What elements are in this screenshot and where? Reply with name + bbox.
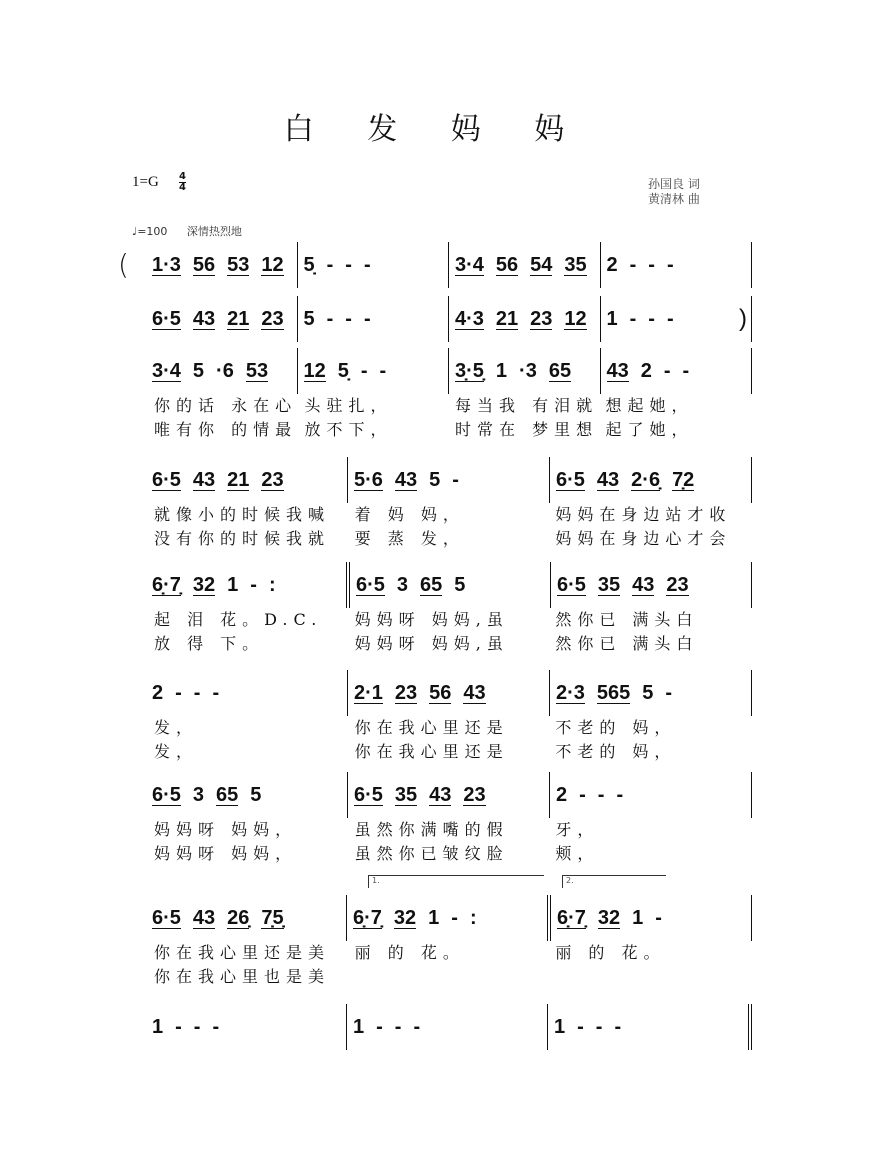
measure bbox=[298, 242, 450, 288]
note-group: 2 bbox=[640, 359, 652, 382]
lyric-segment: 发， bbox=[154, 742, 199, 761]
note-group: 6·5 bbox=[152, 783, 181, 806]
extension-dash: - bbox=[665, 681, 673, 704]
music-system bbox=[150, 1004, 752, 1050]
lyric-segment: 唯有你 的情最 bbox=[154, 420, 298, 439]
note-group: 23 bbox=[261, 307, 284, 330]
measure bbox=[548, 1004, 752, 1050]
lyric-segment: 没有你的时候我就 bbox=[154, 529, 331, 548]
composer-credit: 黄清林 曲 bbox=[648, 192, 700, 206]
note-group: : bbox=[469, 906, 477, 929]
note-group: 5 bbox=[429, 468, 441, 491]
lyric-segment: 妈妈呀 妈妈， bbox=[154, 844, 298, 863]
music-system bbox=[150, 296, 752, 342]
measure bbox=[150, 562, 350, 608]
measure bbox=[150, 457, 348, 503]
note-group: 6·5 bbox=[152, 468, 181, 491]
lyric-segment: 妈妈呀 妈妈,虽 bbox=[354, 610, 509, 629]
measure bbox=[348, 457, 550, 503]
lyric-segment: 牙， bbox=[555, 820, 600, 839]
extension-dash: - bbox=[452, 468, 459, 491]
volta-bracket-2: 2. bbox=[562, 875, 666, 888]
measure bbox=[347, 895, 551, 941]
note-group: 1 bbox=[554, 1015, 566, 1038]
note-group: 1 bbox=[227, 573, 239, 596]
repeat-open-parenthesis: ( bbox=[118, 248, 129, 281]
extension-dash: - bbox=[363, 253, 371, 276]
note-group: 5·6 bbox=[354, 468, 383, 491]
measure bbox=[601, 242, 753, 288]
lyric-segment: 想起她， bbox=[605, 396, 694, 415]
note-group: 2 bbox=[152, 681, 164, 704]
measure bbox=[550, 772, 752, 818]
extension-dash: - bbox=[326, 253, 334, 276]
note-group: 43 bbox=[463, 681, 486, 704]
note-group: 43 bbox=[632, 573, 655, 596]
note-group: 32 bbox=[393, 906, 417, 929]
note-group: 2 bbox=[556, 783, 568, 806]
extension-dash: - bbox=[655, 906, 662, 929]
note-group: 35 bbox=[564, 253, 587, 276]
lyric-segment: 放不下， bbox=[304, 420, 393, 439]
measure bbox=[348, 670, 550, 716]
measure bbox=[150, 242, 298, 288]
lyrics-verse-2 bbox=[150, 527, 752, 551]
lyric-segment: 丽 的 花。 bbox=[555, 943, 666, 962]
note-group: 3·4 bbox=[455, 253, 484, 276]
note-group: 1 bbox=[632, 906, 644, 929]
lyric-segment bbox=[551, 965, 752, 989]
note-group: 35 bbox=[394, 783, 418, 806]
time-signature bbox=[179, 172, 186, 193]
measure bbox=[449, 242, 601, 288]
lyrics-verse-1 bbox=[150, 941, 752, 965]
notation-row bbox=[150, 670, 752, 716]
music-system bbox=[150, 772, 752, 866]
repeat-close-parenthesis: ) bbox=[739, 305, 747, 332]
note-group: 12 bbox=[564, 307, 587, 330]
extension-dash: - bbox=[250, 573, 257, 596]
note-group: 1 bbox=[152, 1015, 164, 1038]
note-group: 23 bbox=[463, 783, 486, 806]
song-title: 白 发 妈 妈 bbox=[283, 112, 587, 147]
note-group: 65 bbox=[420, 573, 443, 596]
extension-dash: - bbox=[597, 783, 605, 806]
measure bbox=[347, 1004, 548, 1050]
note-group: 6̣·7̣ bbox=[353, 906, 382, 929]
measure bbox=[150, 772, 348, 818]
lyric-segment: 要 蒸 发， bbox=[354, 529, 465, 548]
music-system bbox=[150, 242, 752, 288]
note-group: 23 bbox=[394, 681, 418, 704]
note-group: 32 bbox=[192, 573, 216, 596]
extension-dash: - bbox=[579, 783, 586, 806]
measure bbox=[601, 348, 753, 394]
note-group: 5 bbox=[303, 307, 315, 330]
lyric-segment: 起 泪 花。D.C. bbox=[154, 610, 323, 629]
lyrics-verse-1 bbox=[150, 818, 752, 842]
measure bbox=[150, 296, 298, 342]
extension-dash: - bbox=[451, 906, 458, 929]
note-group: ·6 bbox=[216, 359, 234, 382]
note-group: 1 bbox=[606, 307, 618, 330]
lyric-segment: 妈妈呀 妈妈， bbox=[154, 820, 298, 839]
extension-dash: - bbox=[413, 1015, 421, 1038]
note-group: 43 bbox=[394, 468, 418, 491]
note-group: 56 bbox=[429, 681, 452, 704]
note-group: 5 bbox=[642, 681, 654, 704]
note-group: 2·6̣ bbox=[631, 468, 661, 491]
volta-bracket-1: 1. bbox=[368, 875, 544, 888]
lyric-segment: 时常在 梦里想 bbox=[455, 420, 599, 439]
note-group: 3̣·5̣ bbox=[455, 359, 484, 382]
extension-dash: - bbox=[666, 253, 674, 276]
lyric-segment bbox=[351, 965, 552, 989]
note-group: 1 bbox=[353, 1015, 365, 1038]
measure bbox=[150, 895, 347, 941]
note-group: ·3 bbox=[519, 359, 537, 382]
note-group: 6̣·7̣ bbox=[557, 906, 586, 929]
lyric-segment: 头驻扎， bbox=[304, 396, 393, 415]
extension-dash: - bbox=[175, 681, 182, 704]
note-group: 6·5 bbox=[356, 573, 385, 596]
lyrics-verse-2 bbox=[150, 965, 752, 989]
note-group: 3·4 bbox=[152, 359, 181, 382]
note-group: 43 bbox=[596, 468, 620, 491]
lyrics-verse-2 bbox=[150, 632, 752, 656]
note-group: 23 bbox=[261, 468, 284, 491]
extension-dash: - bbox=[212, 681, 220, 704]
lyric-segment: 妈妈在身边心才会 bbox=[555, 529, 732, 548]
extension-dash: - bbox=[629, 253, 637, 276]
music-system bbox=[150, 348, 752, 442]
note-group: 54 bbox=[530, 253, 553, 276]
extension-dash: - bbox=[193, 1015, 201, 1038]
note-group: 35 bbox=[597, 573, 621, 596]
measure bbox=[550, 670, 752, 716]
tempo bbox=[132, 223, 258, 239]
note-group: 2·1 bbox=[354, 681, 383, 704]
lyric-segment: 你的话 永在心 bbox=[154, 396, 298, 415]
lyric-segment: 然你已 满头白 bbox=[555, 610, 699, 629]
note-group: 5 bbox=[454, 573, 466, 596]
notation-row bbox=[150, 562, 752, 608]
lyric-segment: 妈妈呀 妈妈,虽 bbox=[354, 634, 509, 653]
note-group: 23 bbox=[530, 307, 553, 330]
notation-row bbox=[150, 457, 752, 503]
measure bbox=[150, 670, 348, 716]
lyric-segment: 放 得 下。 bbox=[154, 634, 265, 653]
lyric-segment: 每当我 有泪就 bbox=[455, 396, 599, 415]
time-signature-bottom: 4 bbox=[179, 182, 186, 193]
lyric-segment: 起了她， bbox=[605, 420, 694, 439]
note-group: 1 bbox=[495, 359, 508, 382]
key-signature: 1=G bbox=[132, 174, 159, 190]
lyrics-verse-1 bbox=[150, 716, 752, 740]
note-group: 2·3 bbox=[556, 681, 585, 704]
lyric-segment: 不老的 妈， bbox=[555, 718, 677, 737]
measure bbox=[601, 296, 753, 342]
lyrics-verse-2 bbox=[150, 418, 752, 442]
lyric-segment: 你在我心里还是 bbox=[354, 742, 509, 761]
note-group: 53 bbox=[245, 359, 269, 382]
note-group: 7̣2 bbox=[672, 468, 695, 491]
note-group: 12 bbox=[303, 359, 326, 382]
note-group: 6·5 bbox=[557, 573, 586, 596]
extension-dash: - bbox=[212, 1015, 220, 1038]
extension-dash: - bbox=[175, 1015, 182, 1038]
music-system bbox=[150, 457, 752, 551]
note-group: 5 bbox=[250, 783, 262, 806]
note-group: 7̣5̣ bbox=[261, 906, 284, 929]
lyrics-verse-1 bbox=[150, 503, 752, 527]
note-group: 23 bbox=[666, 573, 689, 596]
note-group: 53 bbox=[227, 253, 250, 276]
note-group: 6̣·7̣ bbox=[152, 573, 181, 596]
notation-row bbox=[150, 242, 752, 288]
lyrics-verse-2 bbox=[150, 842, 752, 866]
note-group: 2 bbox=[606, 253, 618, 276]
note-group: 56 bbox=[495, 253, 519, 276]
notation-row bbox=[150, 772, 752, 818]
note-group: 6·5 bbox=[354, 783, 383, 806]
lyricist-credit: 孙国良 词 bbox=[648, 177, 700, 191]
extension-dash: - bbox=[648, 253, 655, 276]
lyric-segment: 不老的 妈， bbox=[555, 742, 677, 761]
note-group: 65 bbox=[216, 783, 239, 806]
extension-dash: - bbox=[648, 307, 655, 330]
lyric-segment: 妈妈在身边站才收 bbox=[555, 505, 732, 524]
note-group: 12 bbox=[261, 253, 284, 276]
extension-dash: - bbox=[629, 307, 637, 330]
lyric-segment: 虽然你已皱纹脸 bbox=[354, 844, 509, 863]
note-group: 65 bbox=[548, 359, 572, 382]
extension-dash: - bbox=[616, 783, 624, 806]
lyric-segment: 你在我心里还是 bbox=[354, 718, 509, 737]
note-group: 3 bbox=[192, 783, 205, 806]
note-group: 5 bbox=[192, 359, 205, 382]
measure bbox=[449, 296, 601, 342]
expression-mark: 深情热烈地 bbox=[186, 225, 242, 238]
measure bbox=[551, 562, 752, 608]
measure bbox=[150, 348, 298, 394]
notation-row bbox=[150, 1004, 752, 1050]
measure bbox=[348, 772, 550, 818]
music-system bbox=[150, 562, 752, 656]
note-group: 21 bbox=[227, 307, 250, 330]
note-group: 565 bbox=[596, 681, 631, 704]
note-group: 26̣ bbox=[227, 906, 250, 929]
extension-dash: - bbox=[614, 1015, 622, 1038]
measure bbox=[150, 1004, 347, 1050]
note-group: 4·3 bbox=[455, 307, 484, 330]
music-system bbox=[150, 876, 752, 989]
lyrics-verse-2 bbox=[150, 740, 752, 764]
lyric-segment: 虽然你满嘴的假 bbox=[354, 820, 509, 839]
extension-dash: - bbox=[345, 253, 352, 276]
lyric-segment: 发， bbox=[154, 718, 199, 737]
tempo-mark: ♩=100 bbox=[132, 225, 168, 238]
extension-dash: - bbox=[360, 359, 368, 382]
note-group: 3 bbox=[396, 573, 409, 596]
note-group: 6·5 bbox=[152, 307, 181, 330]
note-group: 21 bbox=[227, 468, 250, 491]
note-group: 43 bbox=[192, 307, 216, 330]
note-group: 6·5 bbox=[152, 906, 181, 929]
lyric-segment: 就像小的时候我喊 bbox=[154, 505, 331, 524]
notation-row bbox=[150, 296, 752, 342]
note-group: 32 bbox=[597, 906, 621, 929]
lyrics-verse-1 bbox=[150, 608, 752, 632]
extension-dash: - bbox=[666, 307, 674, 330]
note-group: 5̣ bbox=[337, 359, 349, 382]
note-group: 43 bbox=[192, 468, 216, 491]
lyrics-verse-1 bbox=[150, 394, 752, 418]
note-group: 56 bbox=[192, 253, 216, 276]
notation-row bbox=[150, 895, 752, 941]
extension-dash: - bbox=[663, 359, 671, 382]
lyric-segment: 颊， bbox=[555, 844, 600, 863]
extension-dash: - bbox=[376, 1015, 383, 1038]
lyric-segment: 然你已 满头白 bbox=[555, 634, 699, 653]
measure bbox=[350, 562, 551, 608]
note-group: 43 bbox=[606, 359, 629, 382]
note-group: 6·5 bbox=[556, 468, 585, 491]
note-group: 43 bbox=[429, 783, 452, 806]
note-group: 21 bbox=[495, 307, 519, 330]
measure bbox=[449, 348, 601, 394]
lyric-segment: 你在我心里也是美 bbox=[154, 967, 331, 986]
measure bbox=[298, 348, 450, 394]
lyric-segment: 你在我心里还是美 bbox=[154, 943, 331, 962]
credits bbox=[648, 177, 700, 207]
note-group: 1 bbox=[428, 906, 440, 929]
extension-dash: - bbox=[682, 359, 690, 382]
measure bbox=[298, 296, 450, 342]
time-signature-top: 4 bbox=[179, 171, 186, 182]
measure bbox=[550, 457, 752, 503]
extension-dash: - bbox=[577, 1015, 584, 1038]
extension-dash: - bbox=[394, 1015, 402, 1038]
notation-row bbox=[150, 348, 752, 394]
extension-dash: - bbox=[326, 307, 334, 330]
extension-dash: - bbox=[379, 359, 387, 382]
note-group: : bbox=[268, 573, 276, 596]
music-system bbox=[150, 670, 752, 764]
lyric-segment: 着 妈 妈， bbox=[354, 505, 465, 524]
note-group: 1·3 bbox=[152, 253, 181, 276]
note-group: 43 bbox=[192, 906, 216, 929]
extension-dash: - bbox=[345, 307, 352, 330]
extension-dash: - bbox=[193, 681, 201, 704]
extension-dash: - bbox=[363, 307, 371, 330]
note-group: 5̣ bbox=[303, 253, 315, 276]
measure bbox=[551, 895, 752, 941]
extension-dash: - bbox=[595, 1015, 603, 1038]
lyric-segment: 丽 的 花。 bbox=[354, 943, 465, 962]
